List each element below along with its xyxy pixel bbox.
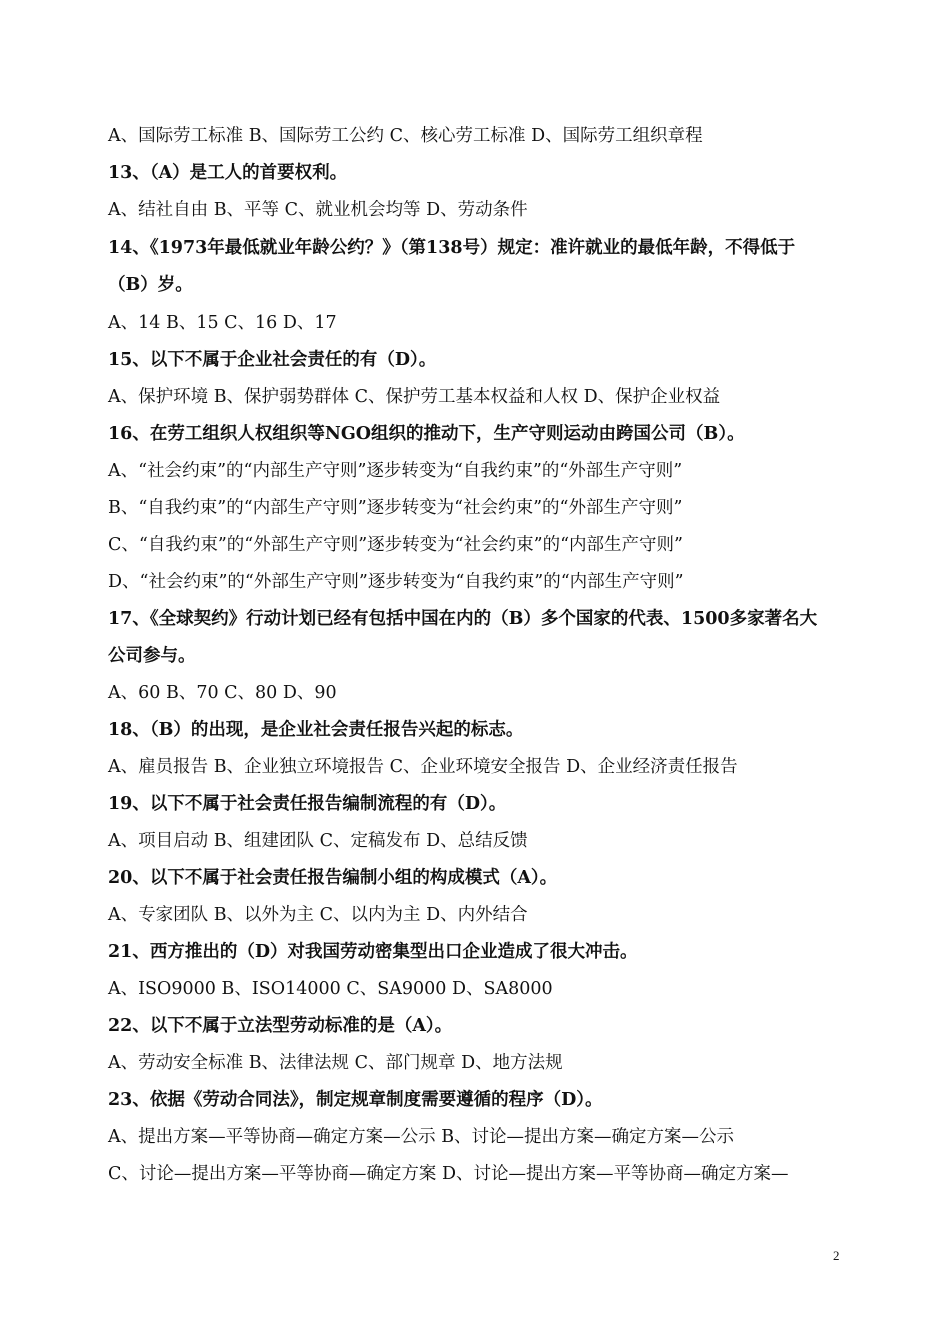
question-line: 14、《1973年最低就业年龄公约？》（第138号）规定：准许就业的最低年龄，不得低于	[108, 238, 796, 258]
page-number: 2	[833, 1248, 840, 1263]
question-line: 19、以下不属于社会责任报告编制流程的有（D）。	[108, 794, 507, 814]
text-line: A、劳动安全标准 B、法律法规 C、部门规章 D、地方法规	[108, 1053, 563, 1073]
question-line: 公司参与。	[108, 646, 196, 666]
text-line: C、讨论—提出方案—平等协商—确定方案 D、讨论—提出方案—平等协商—确定方案—	[108, 1164, 789, 1184]
text-line: A、结社自由 B、平等 C、就业机会均等 D、劳动条件	[108, 200, 528, 220]
question-line: 21、西方推出的（D）对我国劳动密集型出口企业造成了很大冲击。	[108, 942, 638, 962]
text-line: C、“自我约束”的“外部生产守则”逐步转变为“社会约束”的“内部生产守则”	[108, 535, 683, 555]
text-line: D、“社会约束”的“外部生产守则”逐步转变为“自我约束”的“内部生产守则”	[108, 572, 684, 592]
text-line: A、保护环境 B、保护弱势群体 C、保护劳工基本权益和人权 D、保护企业权益	[108, 387, 721, 407]
question-line: 15、以下不属于企业社会责任的有（D）。	[108, 350, 437, 370]
question-line: （B）岁。	[108, 275, 193, 295]
text-line: A、“社会约束”的“内部生产守则”逐步转变为“自我约束”的“外部生产守则”	[108, 461, 683, 481]
question-line: 16、在劳工组织人权组织等NGO组织的推动下，生产守则运动由跨国公司（B）。	[108, 424, 745, 444]
question-line: 23、依据《劳动合同法》，制定规章制度需要遵循的程序（D）。	[108, 1090, 603, 1110]
text-line: B、“自我约束”的“内部生产守则”逐步转变为“社会约束”的“外部生产守则”	[108, 498, 683, 518]
text-line: A、60 B、70 C、80 D、90	[108, 683, 337, 703]
text-line: A、专家团队 B、以外为主 C、以内为主 D、内外结合	[108, 905, 528, 925]
text-line: A、14 B、15 C、16 D、17	[108, 313, 337, 333]
text-line: A、雇员报告 B、企业独立环境报告 C、企业环境安全报告 D、企业经济责任报告	[108, 757, 738, 777]
text-line: A、项目启动 B、组建团队 C、定稿发布 D、总结反馈	[108, 831, 528, 851]
text-line: A、国际劳工标准 B、国际劳工公约 C、核心劳工标准 D、国际劳工组织章程	[108, 126, 703, 146]
question-line: 17、《全球契约》行动计划已经有包括中国在内的（B）多个国家的代表、1500多家著名大	[108, 609, 818, 629]
question-line: 20、以下不属于社会责任报告编制小组的构成模式（A）。	[108, 868, 558, 888]
question-line: 18、（B）的出现，是企业社会责任报告兴起的标志。	[108, 720, 524, 740]
question-line: 22、以下不属于立法型劳动标准的是（A）。	[108, 1016, 453, 1036]
text-line: A、提出方案—平等协商—确定方案—公示 B、讨论—提出方案—确定方案—公示	[108, 1127, 735, 1147]
text-line: A、ISO9000 B、ISO14000 C、SA9000 D、SA8000	[108, 979, 553, 999]
question-line: 13、（A）是工人的首要权利。	[108, 163, 348, 183]
